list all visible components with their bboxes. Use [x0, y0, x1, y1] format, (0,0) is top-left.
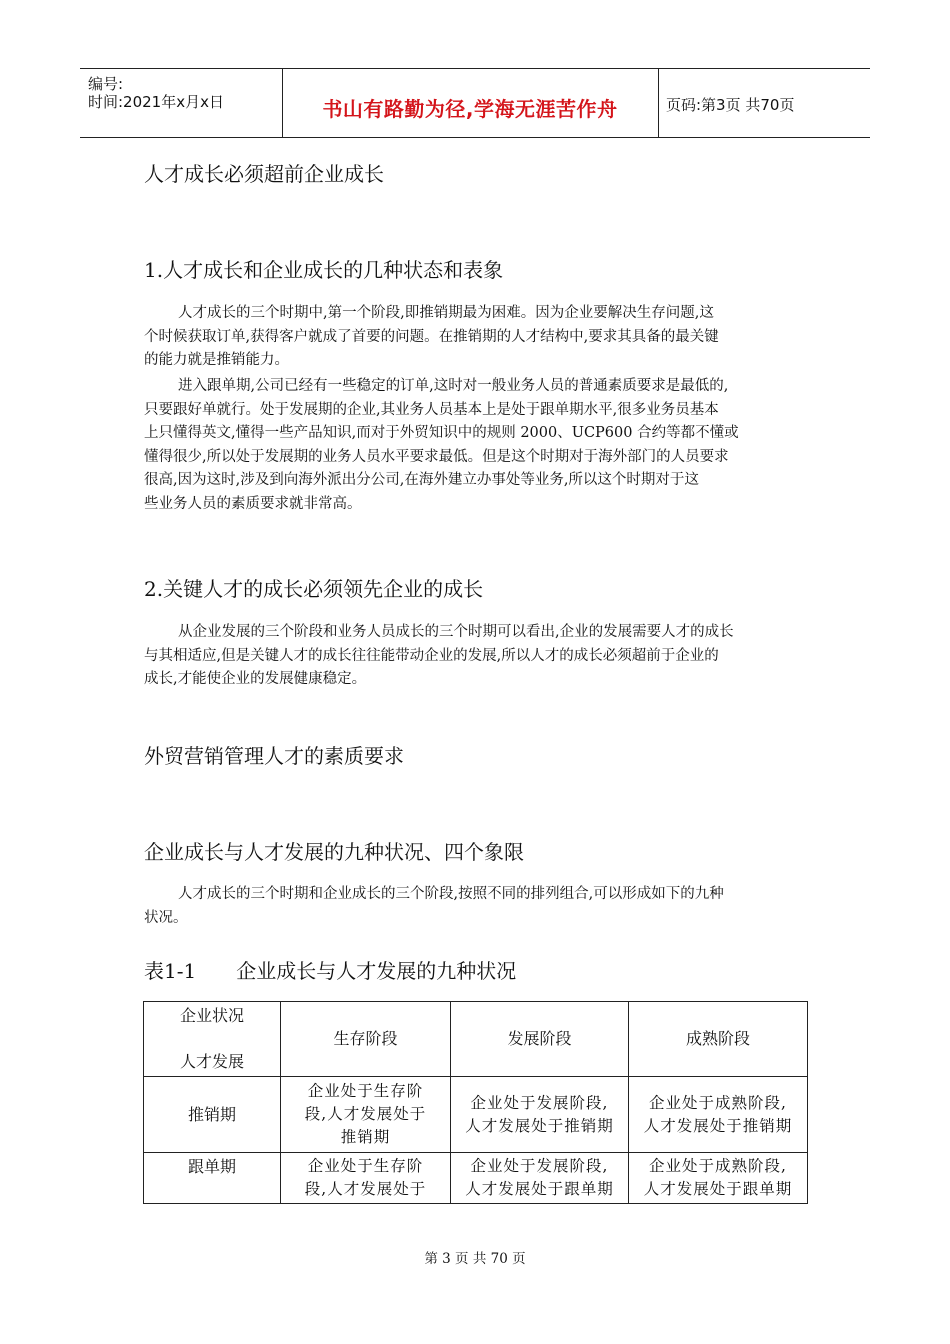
page-footer: 第 3 页 共 70 页 — [424, 1251, 526, 1267]
header-motto-cell — [282, 69, 659, 137]
section-title-main: 人才成长必须超前企业成长 — [144, 162, 384, 186]
growth-table — [143, 1001, 808, 1204]
cell-line: 人才发展处于跟单期 — [643, 1180, 793, 1198]
section-nine-paragraph — [144, 883, 807, 930]
cell-line: 人才发展处于跟单期 — [465, 1180, 614, 1198]
header-page-number: 页码:第3页 共70页 — [666, 96, 795, 114]
section-heading-quality: 外贸营销管理人才的素质要求 — [144, 744, 404, 768]
text-line: 进入跟单期,公司已经有一些稳定的订单,这时对一般业务人员的普通素质要求是最低的, — [178, 378, 729, 394]
table-corner-cell — [144, 1002, 281, 1077]
cell-line: 段,人才发展处于 — [304, 1180, 427, 1198]
section-heading-2: 2.关键人才的成长必须领先企业的成长 — [144, 577, 484, 601]
table-cell — [629, 1153, 808, 1204]
header-motto: 书山有路勤为径,学海无涯苦作舟 — [322, 97, 618, 121]
section-heading-nine-states: 企业成长与人才发展的九种状况、四个象限 — [144, 840, 524, 864]
row-label: 推销期 — [144, 1077, 281, 1153]
cell-line: 企业处于成熟阶段, — [649, 1157, 787, 1175]
table-caption: 表1-1 企业成长与人才发展的九种状况 — [144, 959, 517, 983]
text-line: 人才成长的三个时期中,第一个阶段,即推销期最为困难。因为企业要解决生存问题,这 — [178, 305, 714, 321]
table-cell — [629, 1077, 808, 1153]
text-line: 成长,才能使企业的发展健康稳定。 — [144, 671, 367, 687]
table-cell — [451, 1077, 629, 1153]
text-line: 状况。 — [144, 909, 188, 926]
text-line: 从企业发展的三个阶段和业务人员成长的三个时期可以看出,企业的发展需要人才的成长 — [178, 624, 734, 640]
column-header: 成熟阶段 — [629, 1002, 808, 1077]
header-info-cell — [80, 69, 283, 137]
cell-line: 企业处于生存阶 — [307, 1157, 424, 1175]
page-header — [80, 68, 870, 138]
table-cell — [281, 1153, 451, 1204]
header-page-cell — [658, 69, 870, 137]
column-header: 发展阶段 — [451, 1002, 629, 1077]
row-label: 跟单期 — [144, 1153, 281, 1204]
table-header-row — [144, 1002, 808, 1077]
table-cell — [281, 1077, 451, 1153]
text-line: 很高,因为这时,涉及到向海外派出分公司,在海外建立办事处等业务,所以这个时期对于这 — [144, 472, 699, 488]
table-row — [144, 1077, 808, 1153]
corner-label-top: 企业状况 — [179, 1006, 244, 1025]
corner-label-bottom: 人才发展 — [179, 1052, 244, 1071]
cell-line: 段,人才发展处于 — [304, 1105, 427, 1123]
text-line: 与其相适应,但是关键人才的成长往往能带动企业的发展,所以人才的成长必须超前于企业的 — [144, 647, 719, 664]
cell-line: 企业处于发展阶段, — [470, 1093, 609, 1112]
cell-line: 企业处于发展阶段, — [470, 1157, 609, 1175]
document-number-label: 编号: — [88, 75, 124, 93]
column-header: 生存阶段 — [281, 1002, 451, 1077]
text-line: 只要跟好单就行。处于发展期的企业,其业务人员基本上是处于跟单期水平,很多业务员基本 — [144, 401, 719, 418]
section-heading-1: 1.人才成长和企业成长的几种状态和表象 — [144, 258, 504, 282]
section-1-paragraph-2 — [144, 375, 807, 516]
table-row — [144, 1153, 808, 1204]
text-line: 些业务人员的素质要求就非常高。 — [144, 495, 362, 512]
cell-line: 人才发展处于推销期 — [643, 1116, 793, 1135]
text-line: 懂得很少,所以处于发展期的业务人员水平要求最低。但是这个时期对于海外部门的人员要求 — [144, 448, 729, 465]
text-line: 个时候获取订单,获得客户就成了首要的问题。在推销期的人才结构中,要求其具备的最关键 — [144, 328, 719, 345]
cell-line: 人才发展处于推销期 — [465, 1116, 614, 1135]
text-line: 上只懂得英文,懂得一些产品知识,而对于外贸知识中的规则 2000、UCP600 合约等都不懂或 — [144, 425, 739, 441]
table-cell — [451, 1153, 629, 1204]
document-date: 时间:2021年x月x日 — [88, 93, 224, 111]
cell-line: 企业处于生存阶 — [307, 1082, 424, 1100]
text-line: 人才成长的三个时期和企业成长的三个阶段,按照不同的排列组合,可以形成如下的九种 — [178, 886, 724, 902]
section-1-paragraph-1 — [144, 302, 807, 373]
cell-line: 企业处于成熟阶段, — [649, 1093, 787, 1112]
text-line: 的能力就是推销能力。 — [144, 352, 289, 368]
section-2-paragraph-1 — [144, 621, 807, 692]
cell-line: 推销期 — [340, 1128, 391, 1146]
